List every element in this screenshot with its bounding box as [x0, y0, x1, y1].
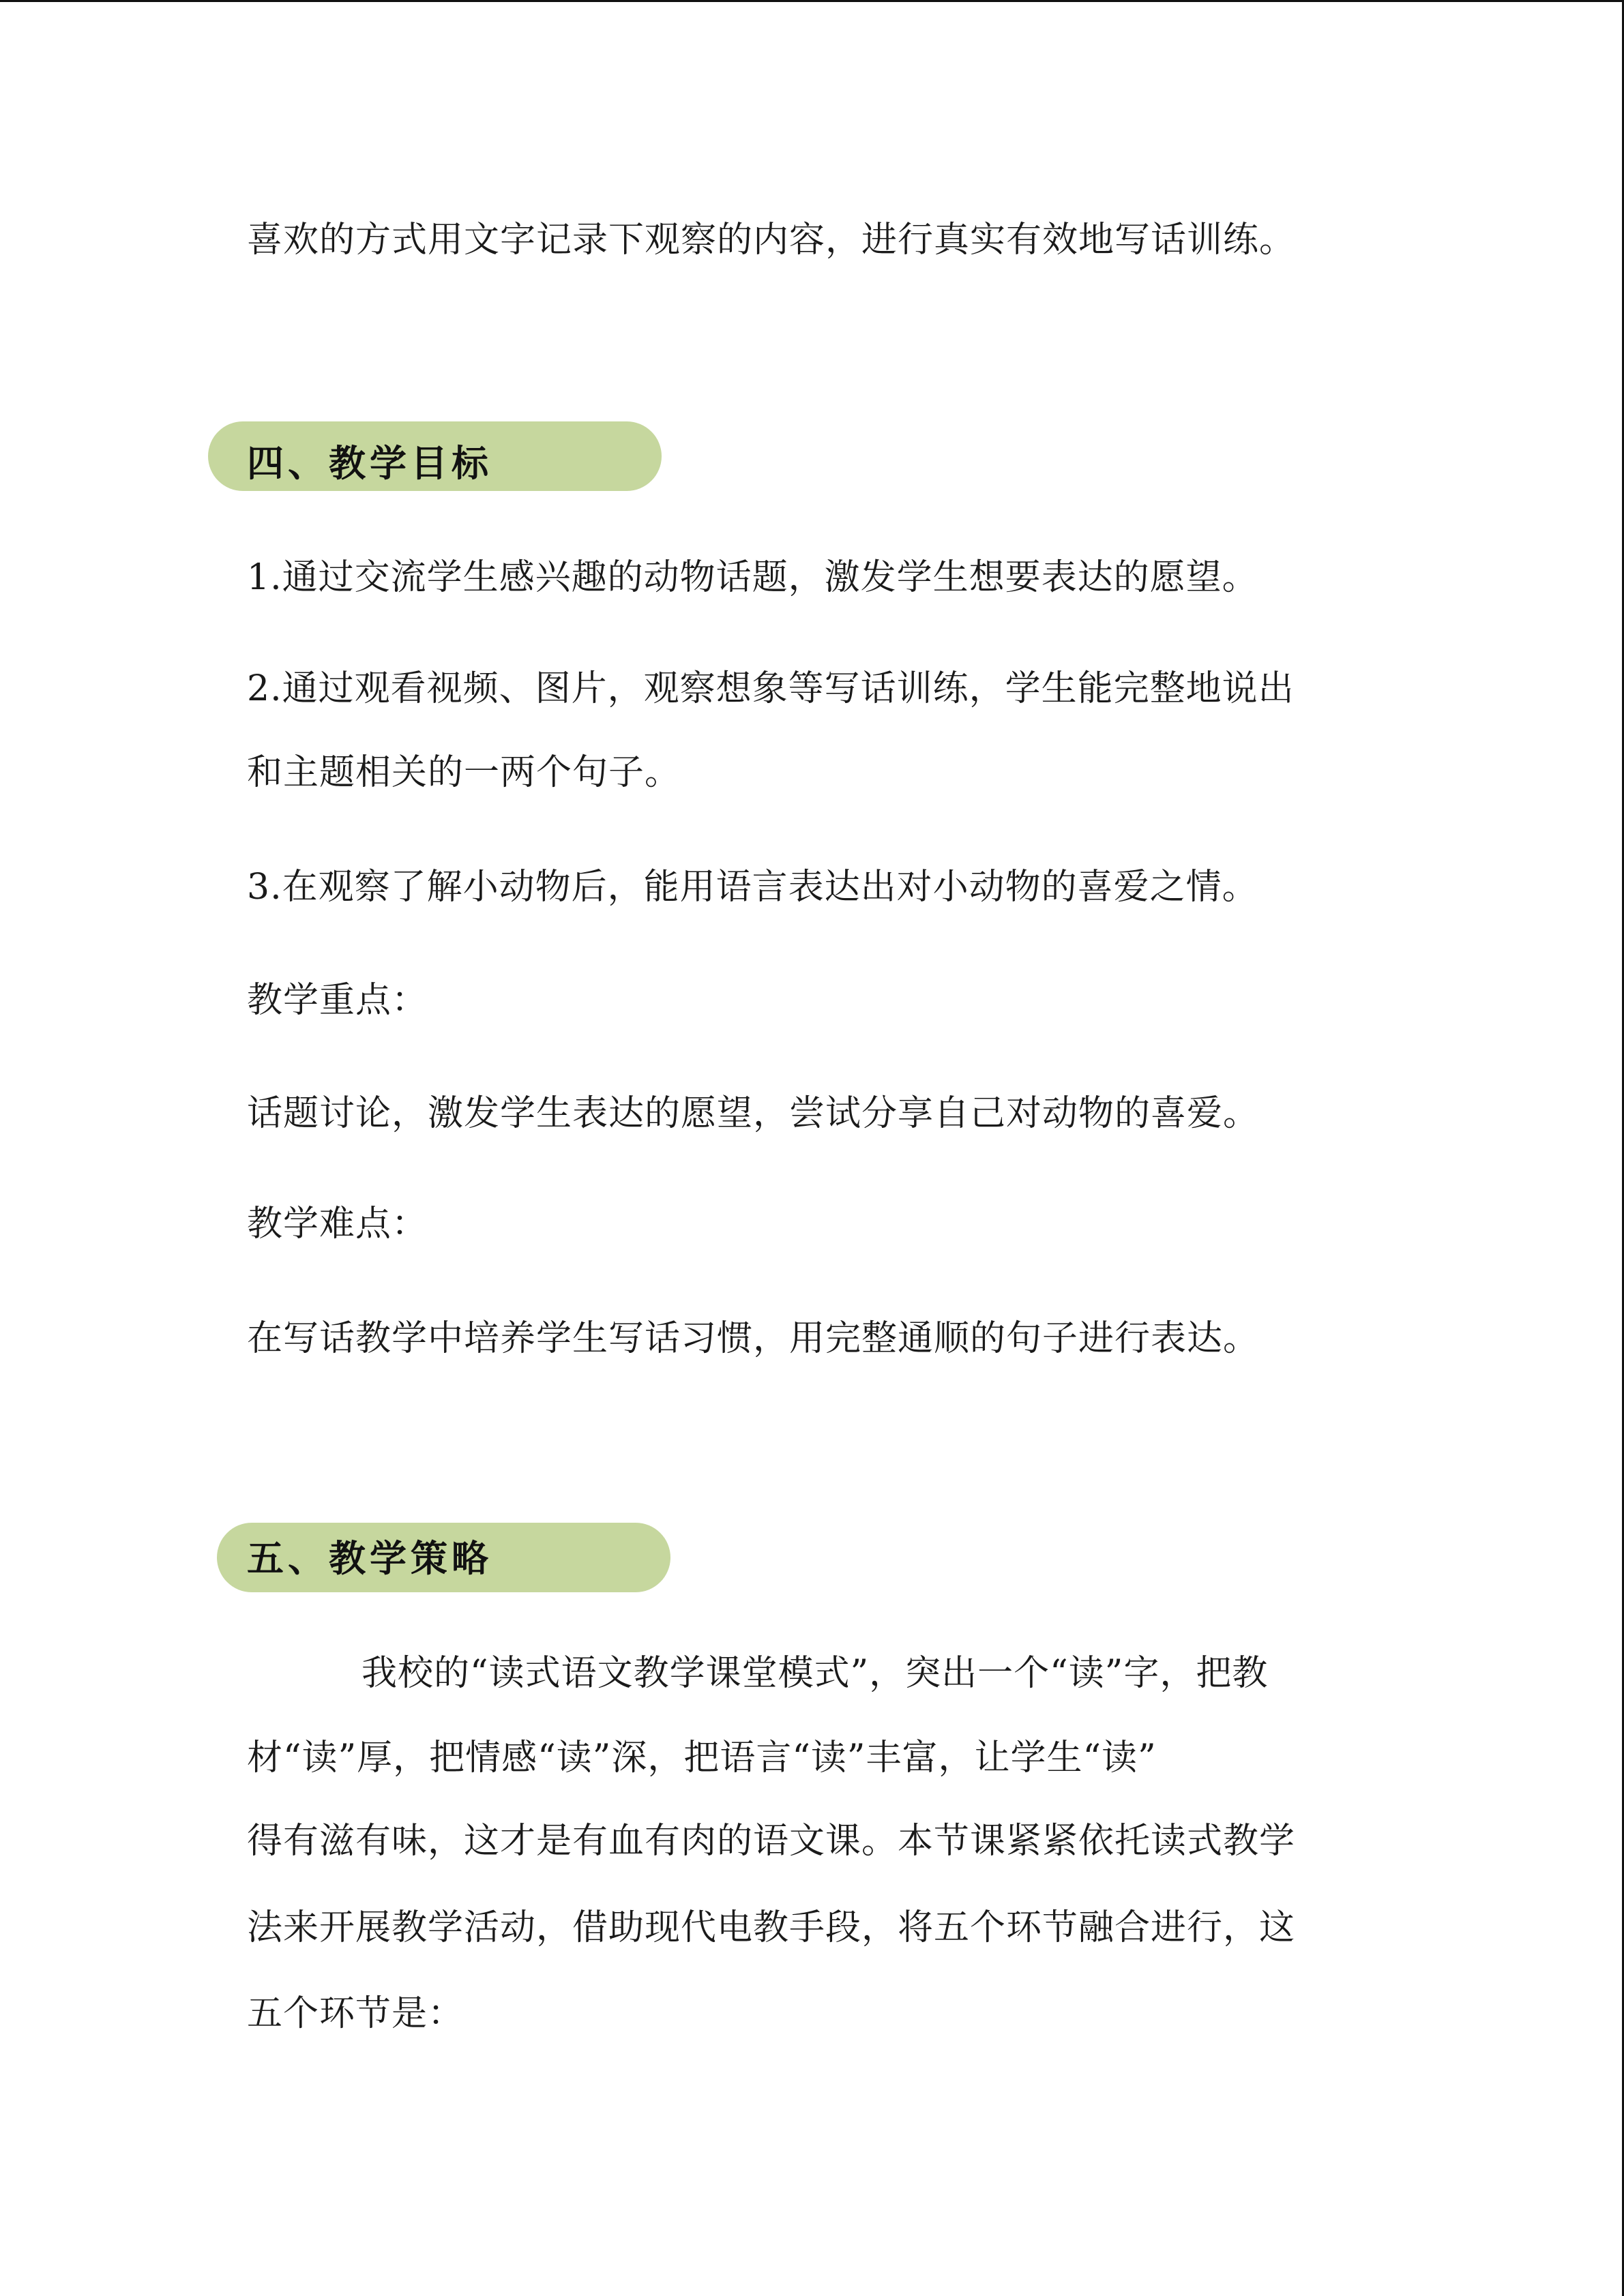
key-point-text: 话题讨论，激发学生表达的愿望，尝试分享自己对动物的喜爱。: [247, 1093, 1260, 1134]
section4-heading: 四、教学目标: [247, 442, 492, 485]
difficulty-text: 在写话教学中培养学生写话习惯，用完整通顺的句子进行表达。: [247, 1318, 1260, 1359]
strategy-line-3: 得有滋有味，这才是有血有肉的语文课。本节课紧紧依托读式教学: [247, 1821, 1296, 1862]
goal-2-line-2: 和主题相关的一两个句子。: [247, 752, 681, 793]
goal-3: 3.在观察了解小动物后，能用语言表达出对小动物的喜爱之情。: [247, 867, 1258, 908]
difficulty-label: 教学难点：: [247, 1204, 428, 1244]
strategy-line-2: 材“读”厚，把情感“读”深，把语言“读”丰富，让学生“读”: [247, 1738, 1157, 1778]
strategy-line-1: 我校的“读式语文教学课堂模式”，突出一个“读”字，把教: [361, 1653, 1269, 1694]
goal-1: 1.通过交流学生感兴趣的动物话题，激发学生想要表达的愿望。: [247, 557, 1258, 598]
page-top-border: [0, 0, 1624, 2]
strategy-line-4: 法来开展教学活动，借助现代电教手段，将五个环节融合进行，这: [247, 1907, 1296, 1948]
key-point-label: 教学重点：: [247, 980, 428, 1021]
intro-line: 喜欢的方式用文字记录下观察的内容，进行真实有效地写话训练。: [247, 220, 1296, 260]
section5-heading: 五、教学策略: [247, 1537, 492, 1580]
goal-2-line-1: 2.通过观看视频、图片，观察想象等写话训练，学生能完整地说出: [247, 668, 1295, 709]
strategy-line-5: 五个环节是：: [247, 1993, 464, 2034]
